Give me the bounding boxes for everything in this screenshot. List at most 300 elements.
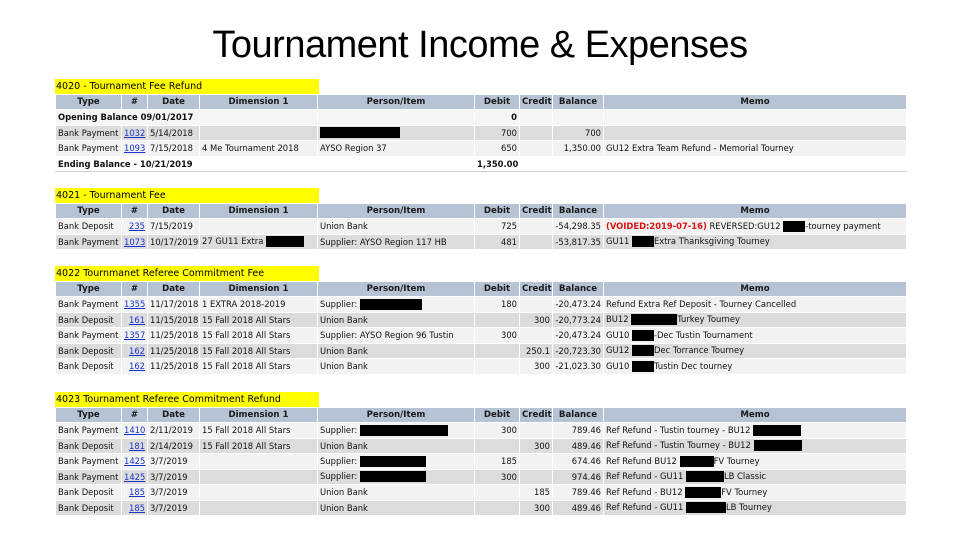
table-row [56, 234, 907, 250]
num-value[interactable]: 181 [129, 440, 145, 451]
balance-label-cell [56, 156, 318, 172]
column-header: Type [56, 95, 122, 110]
memo-tail: LB Classic [723, 471, 767, 482]
column-header: Credit [520, 204, 553, 219]
column-header: Person/Item [318, 204, 475, 219]
redaction-box [783, 221, 805, 232]
section-title: 4020 - Tournament Fee Refund [55, 79, 319, 94]
memo-tail: -Dec Tustin Tournament [653, 329, 753, 340]
type-value: Bank Deposit [58, 345, 114, 356]
memo-tail: Extra Thanksgiving Tourney [653, 236, 770, 247]
column-header: Type [56, 204, 122, 219]
credit-value: 250.1 [526, 345, 550, 356]
redaction-box [686, 471, 724, 482]
table-row [56, 156, 907, 172]
debit-value: 725 [501, 221, 517, 232]
memo-tail: FV Tourney [713, 455, 760, 466]
column-header: Balance [553, 204, 604, 219]
num-cell[interactable] [122, 219, 148, 235]
header-row [56, 95, 907, 110]
person-cell [318, 156, 475, 172]
credit-cell [520, 312, 553, 328]
num-cell[interactable] [122, 423, 148, 439]
credit-cell [520, 234, 553, 250]
column-header: Memo [604, 282, 907, 297]
credit-cell [520, 485, 553, 501]
person-cell [318, 500, 475, 516]
credit-cell [520, 141, 553, 157]
dim-cell [200, 297, 318, 313]
memo-tail: LB Tourney [725, 502, 772, 513]
person-value: Union Bank [320, 440, 368, 451]
date-value: 5/14/2018 [150, 127, 193, 138]
table-row [56, 219, 907, 235]
num-cell[interactable] [122, 500, 148, 516]
section-title: 4021 - Tournament Fee [55, 188, 319, 203]
type-cell [56, 297, 122, 313]
section-title: 4022 Tournmanet Referee Commitment Fee [55, 266, 319, 281]
type-value: Bank Deposit [58, 221, 114, 232]
balance-label: Opening Balance [58, 112, 138, 123]
table-row [56, 438, 907, 454]
num-value[interactable]: 1425 [124, 471, 146, 482]
debit-cell [475, 469, 520, 485]
ledger-table [55, 203, 907, 250]
table-row [56, 110, 907, 126]
balance-cell [553, 125, 604, 141]
date-value: 3/7/2019 [150, 487, 188, 498]
dim-value: 15 Fall 2018 All Stars [202, 425, 291, 436]
memo-value: Ref Refund - Tustin tourney - BU12 [606, 424, 751, 435]
balance-value: -20,473.24 [555, 299, 601, 310]
memo-value: GU12 [606, 345, 630, 356]
balance-cell [553, 234, 604, 250]
balance-cell [553, 500, 604, 516]
debit-cell [475, 297, 520, 313]
num-value[interactable]: 162 [129, 361, 145, 372]
date-cell [148, 343, 200, 359]
debit-cell [475, 234, 520, 250]
type-value: Bank Deposit [58, 487, 114, 498]
balance-cell [553, 343, 604, 359]
type-cell [56, 125, 122, 141]
memo-cell [604, 234, 907, 250]
debit-cell [475, 328, 520, 344]
memo-value: GU10 [606, 360, 630, 371]
date-cell [148, 500, 200, 516]
balance-value: -21,023.30 [555, 361, 601, 372]
date-value: 11/17/2018 [150, 299, 199, 310]
balance-value: -20,473.24 [555, 330, 601, 341]
memo-cell [604, 469, 907, 485]
memo-cell [604, 423, 907, 439]
person-cell [318, 125, 475, 141]
balance-cell [553, 219, 604, 235]
debit-cell [475, 485, 520, 501]
num-cell[interactable] [122, 312, 148, 328]
column-header: Date [148, 408, 200, 423]
person-value: Supplier: [320, 298, 358, 309]
column-header: Debit [475, 408, 520, 423]
num-value[interactable]: 1425 [124, 456, 146, 467]
date-value: 3/7/2019 [150, 471, 188, 482]
ledger-section [55, 188, 906, 250]
type-value: Bank Deposit [58, 502, 114, 513]
dim-cell [200, 343, 318, 359]
dim-cell [200, 359, 318, 375]
column-header: # [122, 95, 148, 110]
column-header: Credit [520, 95, 553, 110]
num-value[interactable]: 1357 [124, 330, 146, 341]
credit-value: 300 [534, 314, 550, 325]
person-value: Supplier: [320, 424, 358, 435]
memo-cell [604, 343, 907, 359]
date-cell [148, 312, 200, 328]
memo-cell [604, 312, 907, 328]
dim-value: 15 Fall 2018 All Stars [202, 314, 291, 325]
date-cell [148, 469, 200, 485]
person-cell [318, 328, 475, 344]
page-title: Tournament Income & Expenses [212, 24, 748, 66]
memo-cell [604, 125, 907, 141]
num-value[interactable]: 1073 [124, 236, 146, 247]
memo-value: GU12 Extra Team Refund - Memorial Tourney [606, 143, 794, 154]
balance-cell [553, 328, 604, 344]
redaction-box [360, 456, 426, 467]
person-value: Union Bank [320, 361, 368, 372]
type-value: Bank Payment [58, 299, 119, 310]
column-header: Person/Item [318, 408, 475, 423]
ledger-table [55, 281, 907, 375]
type-cell [56, 438, 122, 454]
type-value: Bank Payment [58, 330, 119, 341]
redaction-box [632, 361, 654, 372]
memo-cell [604, 438, 907, 454]
date-value: 3/7/2019 [150, 502, 188, 513]
dim-cell [200, 219, 318, 235]
memo-cell [604, 141, 907, 157]
redaction-box [753, 425, 801, 436]
memo-cell [604, 359, 907, 375]
num-cell[interactable] [122, 125, 148, 141]
person-cell [318, 343, 475, 359]
balance-cell [553, 156, 604, 172]
person-value: AYSO Region 37 [320, 143, 387, 154]
date-cell [148, 234, 200, 250]
num-value[interactable]: 185 [129, 502, 145, 513]
num-cell[interactable] [122, 469, 148, 485]
balance-value: 489.46 [571, 502, 601, 513]
debit-value: 650 [501, 143, 517, 154]
column-header: Debit [475, 95, 520, 110]
column-header: # [122, 282, 148, 297]
person-cell [318, 454, 475, 470]
date-cell [148, 297, 200, 313]
dim-value: 4 Me Tournament 2018 [202, 143, 299, 154]
type-cell [56, 234, 122, 250]
person-cell [318, 485, 475, 501]
person-cell [318, 423, 475, 439]
date-value: 7/15/2019 [150, 221, 193, 232]
column-header: Date [148, 204, 200, 219]
date-cell [148, 125, 200, 141]
column-header: Memo [604, 95, 907, 110]
num-value[interactable]: 1093 [124, 143, 146, 154]
table-row [56, 500, 907, 516]
dim-cell [200, 423, 318, 439]
balance-cell [553, 297, 604, 313]
dim-cell [200, 438, 318, 454]
person-value: Supplier: AYSO Region 117 HB [320, 236, 447, 247]
redaction-box [631, 314, 677, 325]
column-header: Dimension 1 [200, 95, 318, 110]
credit-value: 300 [534, 361, 550, 372]
dim-cell [200, 454, 318, 470]
memo-tail: Dec Torrance Tourney [653, 345, 745, 356]
debit-value: 180 [501, 299, 517, 310]
type-cell [56, 500, 122, 516]
person-cell [318, 141, 475, 157]
table-row [56, 125, 907, 141]
memo-value: Ref Refund - BU12 [606, 486, 683, 497]
column-header: Debit [475, 282, 520, 297]
num-cell[interactable] [122, 454, 148, 470]
type-value: Bank Payment [58, 456, 119, 467]
num-value[interactable]: 1410 [124, 425, 146, 436]
person-cell [318, 110, 475, 126]
balance-value: -20,723.30 [555, 345, 601, 356]
type-value: Bank Payment [58, 425, 119, 436]
memo-cell [604, 110, 907, 126]
balance-date: 09/01/2017 [140, 112, 194, 123]
balance-cell [553, 359, 604, 375]
type-cell [56, 312, 122, 328]
memo-tail: Turkey Tourney [677, 314, 740, 325]
type-value: Bank Deposit [58, 361, 114, 372]
column-header: Date [148, 95, 200, 110]
debit-cell [475, 423, 520, 439]
balance-value: 789.46 [571, 425, 601, 436]
date-value: 7/15/2018 [150, 143, 193, 154]
voided-label: (VOIDED:2019-07-16) [606, 220, 707, 231]
table-row [56, 454, 907, 470]
dim-value: 15 Fall 2018 All Stars [202, 330, 291, 341]
credit-cell [520, 454, 553, 470]
ledger-section [55, 79, 906, 172]
memo-cell [604, 454, 907, 470]
debit-cell [475, 125, 520, 141]
header-row [56, 408, 907, 423]
person-value: Supplier: AYSO Region 96 Tustin [320, 330, 454, 341]
num-value[interactable]: 1032 [124, 127, 146, 138]
type-cell [56, 359, 122, 375]
balance-cell [553, 438, 604, 454]
credit-cell [520, 156, 553, 172]
num-cell[interactable] [122, 297, 148, 313]
person-cell [318, 438, 475, 454]
credit-cell [520, 469, 553, 485]
header-row [56, 282, 907, 297]
num-cell[interactable] [122, 234, 148, 250]
balance-value: 1,350.00 [563, 143, 601, 154]
dim-value: 15 Fall 2018 All Stars [202, 361, 291, 372]
column-header: Type [56, 282, 122, 297]
date-value: 11/15/2018 [150, 314, 199, 325]
column-header: Balance [553, 95, 604, 110]
dim-cell [200, 234, 318, 250]
dim-value: 27 GU11 Extra [202, 236, 264, 247]
date-value: 11/25/2018 [150, 345, 199, 356]
table-row [56, 485, 907, 501]
num-value[interactable]: 162 [129, 345, 145, 356]
person-cell [318, 359, 475, 375]
type-value: Bank Payment [58, 127, 119, 138]
table-row [56, 297, 907, 313]
num-cell[interactable] [122, 343, 148, 359]
balance-value: 489.46 [571, 440, 601, 451]
table-row [56, 469, 907, 485]
debit-cell [475, 359, 520, 375]
credit-cell [520, 438, 553, 454]
balance-value: 674.46 [571, 456, 601, 467]
redaction-box [632, 345, 654, 356]
balance-cell [553, 423, 604, 439]
memo-tail: Tustin Dec tourney [653, 360, 733, 371]
date-value: 2/11/2019 [150, 425, 193, 436]
debit-value: 300 [501, 425, 517, 436]
date-value: 3/7/2019 [150, 456, 188, 467]
ledger-section [55, 266, 906, 375]
redaction-box [632, 236, 654, 247]
num-cell[interactable] [122, 485, 148, 501]
date-cell [148, 423, 200, 439]
memo-value: Ref Refund BU12 [606, 455, 677, 466]
balance-value: -53,817.35 [555, 236, 601, 247]
date-cell [148, 141, 200, 157]
column-header: Dimension 1 [200, 204, 318, 219]
balance-value: -54,298.35 [555, 221, 601, 232]
date-value: 2/14/2019 [150, 440, 193, 451]
memo-tail: FV Tourney [721, 486, 768, 497]
date-cell [148, 485, 200, 501]
person-value: Union Bank [320, 221, 368, 232]
type-cell [56, 454, 122, 470]
date-cell [148, 454, 200, 470]
balance-cell [553, 312, 604, 328]
column-header: Date [148, 282, 200, 297]
type-cell [56, 219, 122, 235]
dim-value: 15 Fall 2018 All Stars [202, 345, 291, 356]
ledger-table [55, 407, 907, 516]
person-value: Supplier: [320, 471, 358, 482]
credit-cell [520, 110, 553, 126]
credit-value: 300 [534, 502, 550, 513]
debit-cell [475, 219, 520, 235]
person-value: Supplier: [320, 455, 358, 466]
memo-cell [604, 328, 907, 344]
balance-cell [553, 469, 604, 485]
type-cell [56, 423, 122, 439]
dim-cell [200, 485, 318, 501]
person-cell [318, 469, 475, 485]
dim-cell [200, 141, 318, 157]
memo-cell [604, 156, 907, 172]
ledger-section [55, 392, 906, 516]
balance-cell [553, 141, 604, 157]
memo-cell [604, 297, 907, 313]
num-value[interactable]: 235 [129, 221, 145, 232]
debit-cell [475, 312, 520, 328]
person-cell [318, 297, 475, 313]
dim-cell [200, 312, 318, 328]
balance-label: Ending Balance - 10/21/2019 [58, 158, 193, 169]
debit-value: 700 [501, 127, 517, 138]
memo-cell [604, 485, 907, 501]
balance-cell [553, 110, 604, 126]
table-row [56, 328, 907, 344]
type-cell [56, 485, 122, 501]
memo-value: REVERSED:GU12 [709, 220, 781, 231]
person-value: Union Bank [320, 487, 368, 498]
memo-tail: -tourney payment [805, 220, 881, 231]
type-value: Bank Deposit [58, 440, 114, 451]
num-value[interactable]: 1355 [124, 299, 146, 310]
debit-cell [475, 438, 520, 454]
num-value[interactable]: 185 [129, 487, 145, 498]
num-cell[interactable] [122, 328, 148, 344]
num-cell[interactable] [122, 141, 148, 157]
column-header: Person/Item [318, 95, 475, 110]
column-header: Type [56, 408, 122, 423]
num-value[interactable]: 161 [129, 314, 145, 325]
date-cell [148, 328, 200, 344]
balance-value: 974.46 [571, 471, 601, 482]
date-value: 11/25/2018 [150, 361, 199, 372]
column-header: Dimension 1 [200, 282, 318, 297]
column-header: Credit [520, 282, 553, 297]
redaction-box [632, 330, 654, 341]
memo-value: Ref Refund - GU11 [606, 471, 684, 482]
table-row [56, 141, 907, 157]
redaction-box [360, 299, 422, 310]
column-header: # [122, 204, 148, 219]
memo-value: Refund Extra Ref Deposit - Tourney Cancelled [606, 299, 797, 310]
column-header: Balance [553, 282, 604, 297]
debit-cell [475, 343, 520, 359]
section-title: 4023 Tournament Referee Commitment Refund [55, 392, 319, 407]
dim-cell [200, 469, 318, 485]
credit-cell [520, 343, 553, 359]
redaction-box [266, 236, 304, 247]
person-cell [318, 312, 475, 328]
redaction-box [360, 425, 448, 436]
column-header: Credit [520, 408, 553, 423]
column-header: Balance [553, 408, 604, 423]
type-value: Bank Deposit [58, 314, 114, 325]
memo-value: Ref Refund - Tustin Tourney - BU12 [606, 440, 751, 451]
num-cell[interactable] [122, 359, 148, 375]
credit-cell [520, 125, 553, 141]
person-value: Union Bank [320, 314, 368, 325]
table-row [56, 423, 907, 439]
num-cell[interactable] [122, 438, 148, 454]
type-value: Bank Payment [58, 143, 119, 154]
credit-cell [520, 359, 553, 375]
dim-value: 1 EXTRA 2018-2019 [202, 299, 286, 310]
balance-cell [553, 485, 604, 501]
dim-cell [200, 328, 318, 344]
balance-value: 700 [585, 127, 601, 138]
